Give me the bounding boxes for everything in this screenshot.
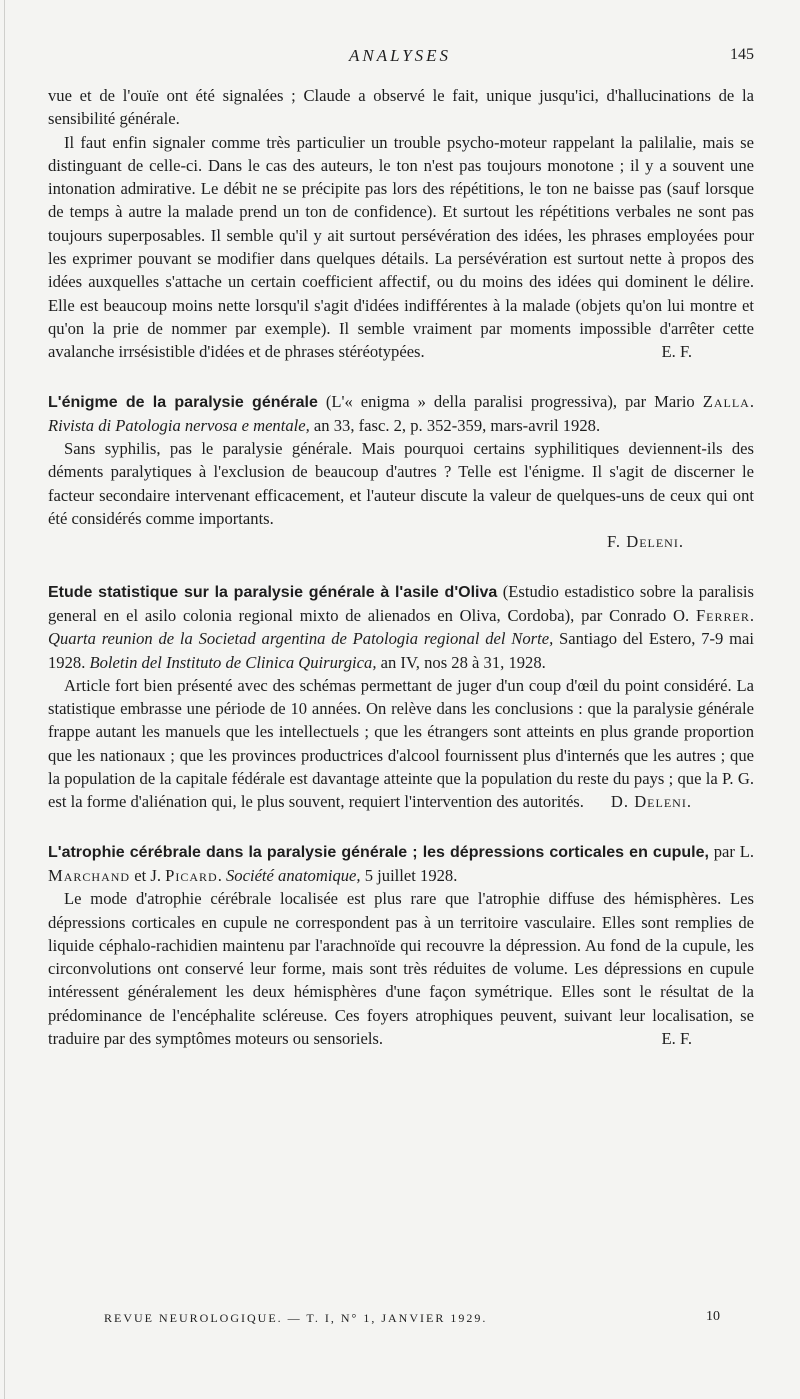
- entry-summary: [48, 887, 754, 1050]
- entry-author: Ferrer: [695, 605, 750, 625]
- entry-reference-sep: .: [749, 391, 754, 411]
- entry-reference: par L.: [708, 841, 754, 861]
- entry-journal: Société anatomique,: [226, 865, 361, 885]
- entry-reference: (Estudio estadistico sobre la paralisis general en el asilo colonia regional mixto de alienados en Oliva, Cordoba), par Conrado O.: [48, 581, 754, 625]
- scan-edge-line: [4, 0, 5, 1399]
- entry-summary: Sans syphilis, pas le paralysie générale. Mais pourquoi certains syphilitiques deviennent-ils des déments paralytiques à l'exclusion de beaucoup d'autres ? Telle est l'énigme. Il s'agit de discerner le facteur secondaire intervenant efficacement, et l'auteur discute la valeur de quelques-uns de ceux qui ont été considérés comme importants.: [48, 439, 754, 529]
- continuation-paragraph-2: [48, 131, 754, 364]
- entry-reference-sep-2: .: [217, 865, 226, 885]
- page-header: [0, 44, 800, 70]
- entry-reference-sep: et J.: [130, 865, 166, 885]
- analysis-entry: [48, 580, 754, 814]
- page-body: [48, 84, 754, 1050]
- analysis-entry: [48, 840, 754, 1051]
- entry-title: Etude statistique sur la paralysie générale à l'asile d'Oliva: [48, 583, 498, 601]
- entry-reference: (L'« enigma » della paralisi progressiva), par Mario: [317, 391, 703, 411]
- entry-heading: [48, 390, 754, 438]
- entry-reference-tail-2: an IV, nos 28 à 31, 1928.: [376, 652, 546, 672]
- entry-signature: E. F.: [661, 1028, 692, 1048]
- footer-page-number: 10: [706, 1309, 720, 1324]
- continuation-paragraph-1: vue et de l'ouïe ont été signalées ; Claude a observé le fait, unique jusqu'ici, d'hallucinations de la sensibilité générale.: [48, 86, 754, 129]
- analysis-entry: [48, 390, 754, 554]
- entry-reference-tail: Santiago del Estero, 7-9 mai 1928.: [48, 629, 754, 672]
- entry-journal: Rivista di Patologia nervosa e mentale,: [48, 415, 310, 435]
- continuation-signature: E. F.: [661, 342, 692, 362]
- entry-author: Marchand: [48, 865, 131, 885]
- running-title: ANALYSES: [348, 46, 452, 65]
- entry-signature: F. Deleni.: [607, 532, 684, 552]
- footer-journal-line: REVUE NEUROLOGIQUE. — T. I, N° 1, JANVIER 1929.: [104, 1311, 488, 1325]
- entry-summary: [48, 674, 754, 814]
- entry-summary-text: Le mode d'atrophie cérébrale localisée est plus rare que l'atrophie diffuse des hémisphères. Les dépressions corticales en cupule ne correspondent pas à un territoire vasculaire. Elles sont remplies de liquide céphalo-rachidien maintenu par l'arachnoïde qui recouvre la dépression. Au fond de la cupule, les circonvolutions ont conservé leur forme, mais sont très réduites de volume. Les dépressions en cupule intéressent généralement les deux hémisphères d'une façon symétrique. Elles sont le résultat de la prédominance de l'encéphalite scléreuse. Ces foyers atrophiques peuvent, suivant leur localisation, se traduire par des symptômes moteurs ou sensoriels.: [48, 889, 754, 1048]
- entry-reference-tail: an 33, fasc. 2, p. 352-359, mars-avril 1928.: [309, 415, 601, 435]
- entry-summary-text: Article fort bien présenté avec des schémas permettant de juger d'un coup d'œil du point considéré. La statistique embrasse une période de 10 années. On relève dans les conclusions : que la paralysie générale frappe autant les manuels que les intellectuels ; que les étrangers sont atteints en plus grande proportion que les nationaux ; que les provinces productrices d'alcool fournissent plus d'internés que les autres ; que la population de la capitale fédérale est davantage atteinte que la population du reste du pays ; que la P. G. est la forme d'aliénation qui, le plus souvent, requiert l'intervention des autorités.: [48, 675, 754, 812]
- entry-reference-sep: .: [749, 605, 754, 625]
- page-footer: [104, 1311, 720, 1326]
- page-number: 145: [730, 46, 754, 63]
- entry-journal-2: Boletin del Instituto de Clinica Quirurgica,: [89, 652, 377, 672]
- entry-author: Zalla: [702, 391, 750, 411]
- entry-journal: Quarta reunion de la Societad argentina de Patologia regional del Norte,: [48, 629, 554, 649]
- entry-title: L'atrophie cérébrale dans la paralysie générale ; les dépressions corticales en cupule,: [48, 843, 709, 861]
- entry-author-2: Picard: [165, 865, 218, 885]
- continuation-paragraph-2-text: Il faut enfin signaler comme très particulier un trouble psycho-moteur rappelant la palilalie, mais se distinguant de celle-ci. Dans le cas des auteurs, le ton n'est pas toujours monotone ; il y a souvent une intonation admirative. Le débit ne se précipite pas lors des répétitions, le ton ne baisse pas (sauf lorsque de temps à autre la malade prend un ton de confidence). Et surtout les répétitions verbales ne sont pas toujours superposables. Il semble qu'il y ait surtout persévération des idées, les phrases employées pour les exprimer pouvant se modifier dans quelques détails. La persévération est surtout nette à propos des idées auxquelles s'attache un certain coefficient affectif, ou du moins des idées qui dominent le délire. Elle est beaucoup moins nette lorsqu'il s'agit d'idées indifférentes à la malade (objets qu'on lui montre et qu'on la prie de nommer par exemple). Il semble vraiment par moments impossible d'arrêter cette avalanche irrsésistible d'idées et de phrases stéréotypées.: [48, 132, 754, 362]
- entry-title: L'énigme de la paralysie générale: [48, 393, 318, 411]
- entry-heading: [48, 840, 754, 888]
- entry-heading: [48, 580, 754, 674]
- entry-signature: D. Deleni.: [610, 792, 692, 812]
- entry-reference-tail: 5 juillet 1928.: [360, 865, 458, 885]
